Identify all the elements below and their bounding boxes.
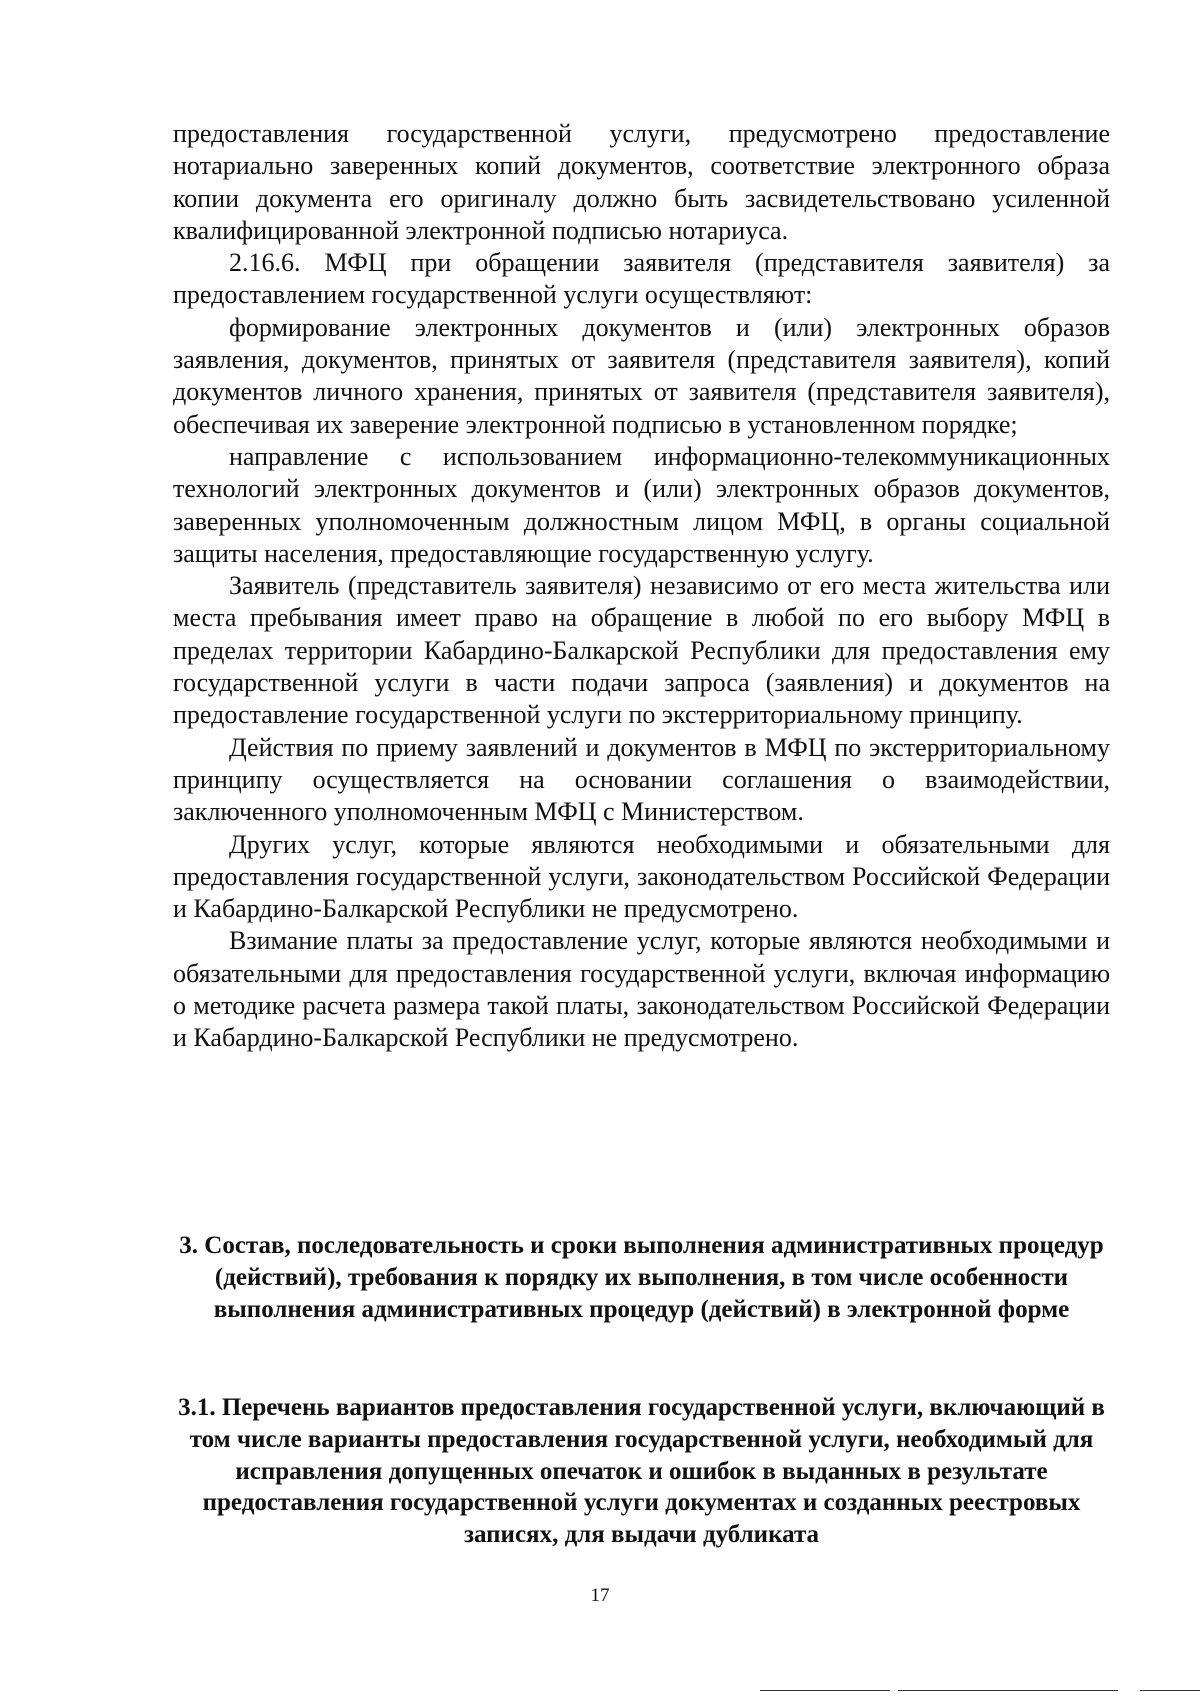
footer-rule: [760, 1688, 1200, 1694]
footer-rule-segment: [1140, 1690, 1200, 1691]
paragraph-extraterritorial-actions: Действия по приему заявлений и документов в МФЦ по экстерриториальному принципу осуществляется на основании соглашения о взаимодействии, заключенного уполномоченным МФЦ с Министерством.: [173, 732, 1110, 827]
paragraph-other-services: Других услуг, которые являются необходимыми и обязательными для предоставления государственной услуги, законодательством Российской Федерации и Кабардино-Балкарской Республики не предусмотрено.: [173, 829, 1110, 924]
paragraph-2-16-6: 2.16.6. МФЦ при обращении заявителя (представителя заявителя) за предоставлением государственной услуги осуществляют:: [173, 248, 1110, 310]
section-3-1-heading: 3.1. Перечень вариантов предоставления государственной услуги, включающий в том числе варианты предоставления государственной услуги, необходимый для исправления допущенных опечаток и ошибок в выданных в результате предоставления государственной услуги документах и созданных реестровых записях, для выдачи дубликата: [178, 1394, 1105, 1549]
section-3-heading: 3. Состав, последовательность и сроки выполнения административных процедур (действий), требования к порядку их выполнения, в том числе особенности выполнения административных процедур (действий) в электронной форме: [179, 1232, 1104, 1323]
footer-rule-segment: [898, 1690, 1118, 1691]
page-number: 17: [590, 1585, 610, 1606]
paragraph-extraterritorial-right: Заявитель (представитель заявителя) независимо от его места жительства или места пребывания имеет право на обращение в любой по его выбору МФЦ в пределах территории Кабардино-Балкарской Республики для предоставления ему государственной услуги в части подачи запроса (заявления) и документов на предоставление государственной услуги по экстерриториальному принципу.: [173, 571, 1110, 730]
paragraph-notary-copies: предоставления государственной услуги, предусмотрено предоставление нотариально заверенных копий документов, соответствие электронного образа копии документа его оригиналу должно быть засвидетельствовано усиленной квалифицированной электронной подписью нотариуса.: [173, 119, 1110, 245]
footer-rule-segment: [760, 1690, 890, 1691]
body-text: [173, 118, 1110, 1055]
paragraph-fees: Взимание платы за предоставление услуг, которые являются необходимыми и обязательными для предоставления государственной услуги, включая информацию о методике расчета размера такой платы, законодательством Российской Федерации и Кабардино-Балкарской Республики не предусмотрено.: [173, 926, 1110, 1053]
paragraph-electronic-forming: формирование электронных документов и (или) электронных образов заявления, документов, принятых от заявителя (представителя заявителя), копий документов личного хранения, принятых от заявителя (представителя заявителя), обеспечивая их заверение электронной подписью в установленном порядке;: [173, 312, 1110, 439]
paragraph-electronic-sending: направление с использованием информационно-телекоммуникационных технологий электронных документов и (или) электронных образов документов, заверенных уполномоченным должностным лицом МФЦ, в органы социальной защиты населения, предоставляющие государственную услугу.: [173, 441, 1110, 568]
